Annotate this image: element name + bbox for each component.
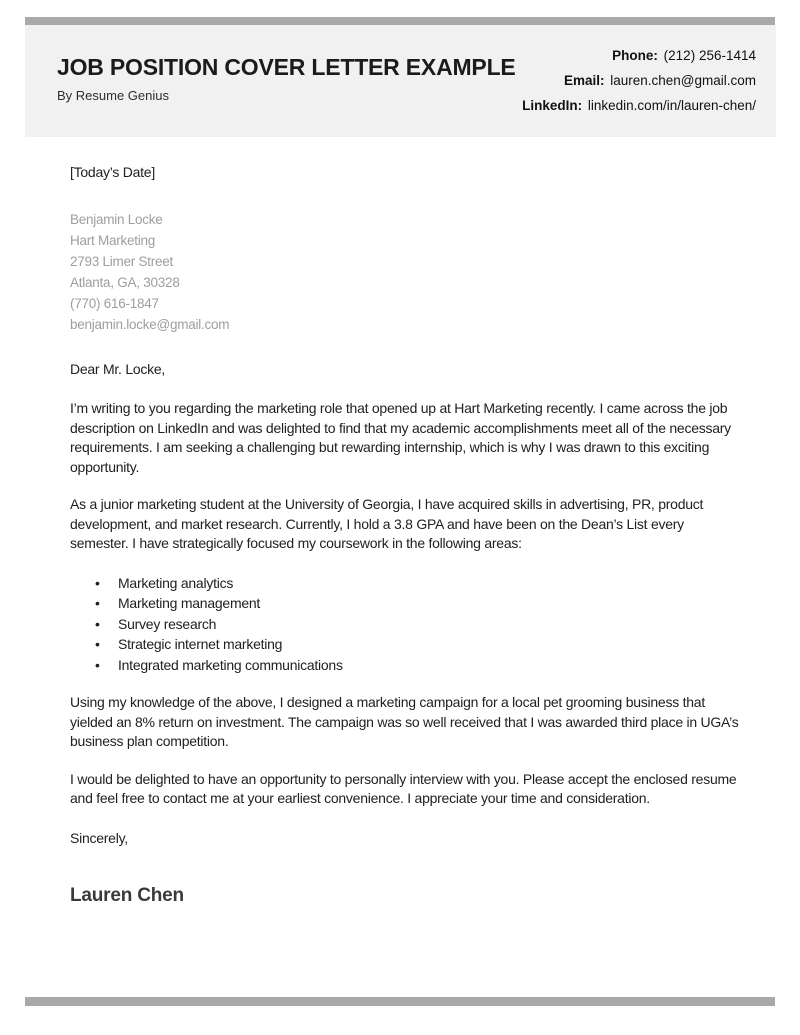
page-title: JOB POSITION COVER LETTER EXAMPLE: [57, 54, 516, 80]
list-item: • Marketing management: [70, 593, 742, 614]
list-item: • Strategic internet marketing: [70, 634, 742, 655]
list-item: • Integrated marketing communications: [70, 655, 742, 676]
list-item: • Marketing analytics: [70, 573, 742, 594]
recipient-company: Hart Marketing: [70, 233, 156, 248]
phone-label: Phone:: [612, 48, 658, 63]
paragraph-achievement: Using my knowledge of the above, I designed a marketing campaign for a local pet grooming business that yielded an 8% return on investment. The campaign was so well received that I was awarded third place in UGA’s business plan competition.: [70, 694, 739, 749]
recipient-phone: (770) 616-1847: [70, 296, 159, 311]
paragraph-qualifications: As a junior marketing student at the University of Georgia, I have acquired skills in advertising, PR, product development, and market research. Currently, I hold a 3.8 GPA and have been on the Dean’s List every semester. I have strategically focused my coursework in the following areas:: [70, 496, 704, 551]
email-label: Email:: [563, 73, 605, 88]
list-item: • Survey research: [70, 614, 742, 635]
bottom-accent-bar: [25, 997, 775, 1006]
recipient-name: Benjamin Locke: [70, 212, 163, 227]
salutation: Dear Mr. Locke,: [70, 361, 166, 377]
byline: By Resume Genius: [57, 88, 169, 103]
linkedin-value: linkedin.com/in/lauren-chen/: [587, 98, 756, 113]
signature-name: Lauren Chen: [70, 884, 184, 906]
date-placeholder: [Today’s Date]: [70, 164, 155, 180]
linkedin-label: LinkedIn:: [522, 98, 583, 113]
email-value: lauren.chen@gmail.com: [610, 73, 756, 88]
recipient-address-block: [70, 209, 742, 335]
recipient-email: benjamin.locke@gmail.com: [70, 317, 230, 332]
recipient-city: Atlanta, GA, 30328: [70, 275, 180, 290]
paragraph-intro: I’m writing to you regarding the marketing role that opened up at Hart Marketing recently. I came across the job description on LinkedIn and was delighted to find that my academic accomplishments meet all of the necessary requirements. I am seeking a challenging but rewarding internship, which is why I was drawn to this exciting opportunity.: [70, 400, 731, 475]
phone-value: (212) 256-1414: [663, 48, 756, 63]
coursework-list: [70, 573, 742, 676]
recipient-street: 2793 Limer Street: [70, 254, 174, 269]
letter-body: [70, 0, 742, 907]
valediction: Sincerely,: [70, 829, 128, 846]
paragraph-call-to-action: I would be delighted to have an opportunity to personally interview with you. Please accept the enclosed resume and feel free to contact me at your earliest convenience. I appreciate your time and consideration.: [70, 770, 737, 806]
